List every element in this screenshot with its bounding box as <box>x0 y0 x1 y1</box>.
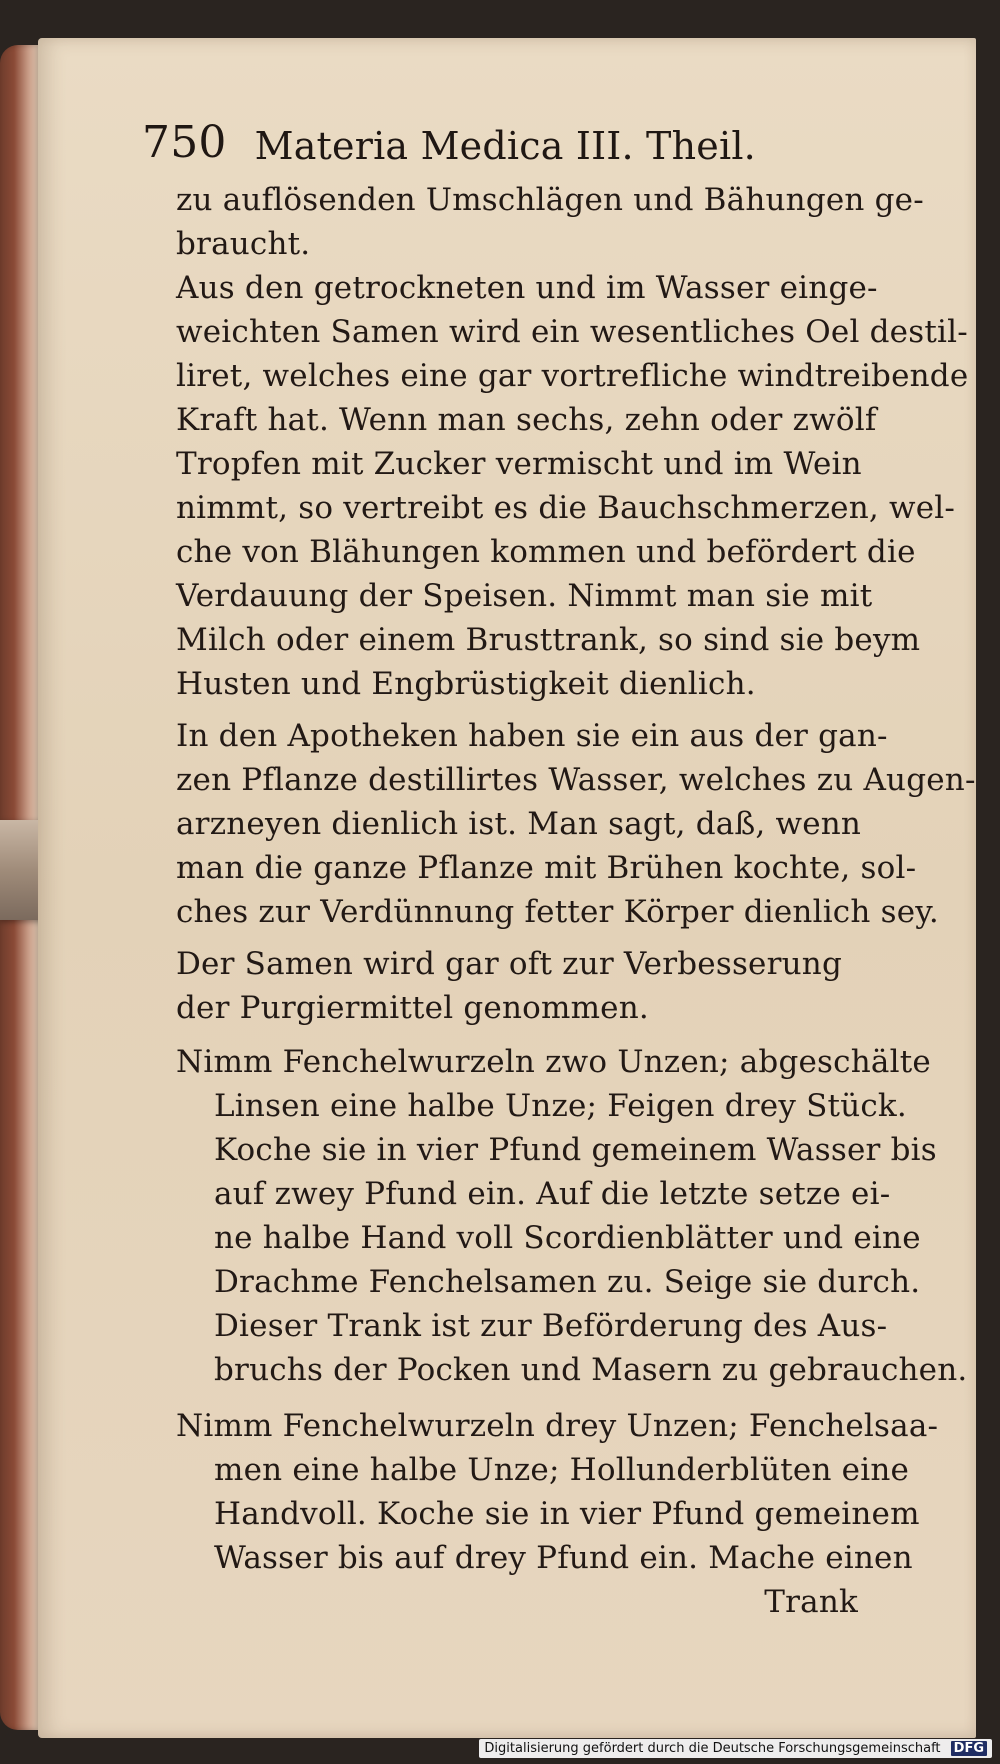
recipe-line: Nimm Fenchelwurzeln zwo Unzen; abgeschälte <box>176 1044 931 1080</box>
recipe-line: Linsen eine halbe Unze; Feigen drey Stück. <box>214 1088 907 1124</box>
recipe-line: Koche sie in vier Pfund gemeinem Wasser bis <box>214 1132 937 1168</box>
recipe-line: bruchs der Pocken und Masern zu gebrauchen. <box>214 1352 968 1388</box>
text-line: Milch oder einem Brusttrank, so sind sie beym <box>176 622 921 658</box>
text-line: Verdauung der Speisen. Nimmt man sie mit <box>176 578 873 614</box>
digitization-credit-text: Digitalisierung gefördert durch die Deutsche Forschungsgemeinschaft <box>484 1741 941 1756</box>
text-line: Kraft hat. Wenn man sechs, zehn oder zwölf <box>176 402 877 438</box>
recipe-line: Drachme Fenchelsamen zu. Seige sie durch. <box>214 1264 921 1300</box>
text-line: zu auflösenden Umschlägen und Bähungen ge- <box>176 182 924 218</box>
recipe-line: auf zwey Pfund ein. Auf die letzte setze ei- <box>214 1176 891 1212</box>
running-title: Materia Medica III. Theil. <box>254 124 756 168</box>
dfg-logo: DFG <box>951 1741 987 1756</box>
paragraph-gap <box>176 934 936 942</box>
recipe-line: ne halbe Hand voll Scordienblätter und eine <box>214 1220 921 1256</box>
text-line: liret, welches eine gar vortrefliche windtreibende <box>176 358 969 394</box>
catchword: Trank <box>764 1584 858 1620</box>
page-body-text <box>176 178 976 1624</box>
text-line: braucht. <box>176 226 311 262</box>
section-gap <box>176 1392 936 1404</box>
digitization-credit <box>479 1739 992 1758</box>
recipe-line: Handvoll. Koche sie in vier Pfund gemeinem <box>214 1496 920 1532</box>
recipe-line: men eine halbe Unze; Hollunderblüten eine <box>214 1452 910 1488</box>
section-gap <box>176 1030 936 1040</box>
text-line: nimmt, so vertreibt es die Bauchschmerzen, wel- <box>176 490 956 526</box>
text-line: Husten und Engbrüstigkeit dienlich. <box>176 666 756 702</box>
recipe-line: Dieser Trank ist zur Beförderung des Aus- <box>214 1308 888 1344</box>
text-line: ches zur Verdünnung fetter Körper dienlich sey. <box>176 894 939 930</box>
page-header <box>142 105 802 168</box>
recipe-line: Nimm Fenchelwurzeln drey Unzen; Fenchelsaa- <box>176 1408 939 1444</box>
text-line: Der Samen wird gar oft zur Verbesserung <box>176 946 842 982</box>
text-line: che von Blähungen kommen und befördert die <box>176 534 916 570</box>
text-line: der Purgiermittel genommen. <box>176 990 649 1026</box>
paragraph-gap <box>176 706 936 714</box>
text-line: Aus den getrockneten und im Wasser einge- <box>176 270 878 306</box>
text-line: man die ganze Pflanze mit Brühen kochte, sol- <box>176 850 917 886</box>
text-line: Tropfen mit Zucker vermischt und im Wein <box>176 446 862 482</box>
text-line: arzneyen dienlich ist. Man sagt, daß, wenn <box>176 806 862 842</box>
recipe-line: Wasser bis auf drey Pfund ein. Mache einen <box>214 1540 913 1576</box>
page-number: 750 <box>142 117 227 168</box>
text-line: zen Pflanze destillirtes Wasser, welches zu Augen- <box>176 762 976 798</box>
text-line: weichten Samen wird ein wesentliches Oel destil- <box>176 314 968 350</box>
text-line: In den Apotheken haben sie ein aus der gan- <box>176 718 888 754</box>
